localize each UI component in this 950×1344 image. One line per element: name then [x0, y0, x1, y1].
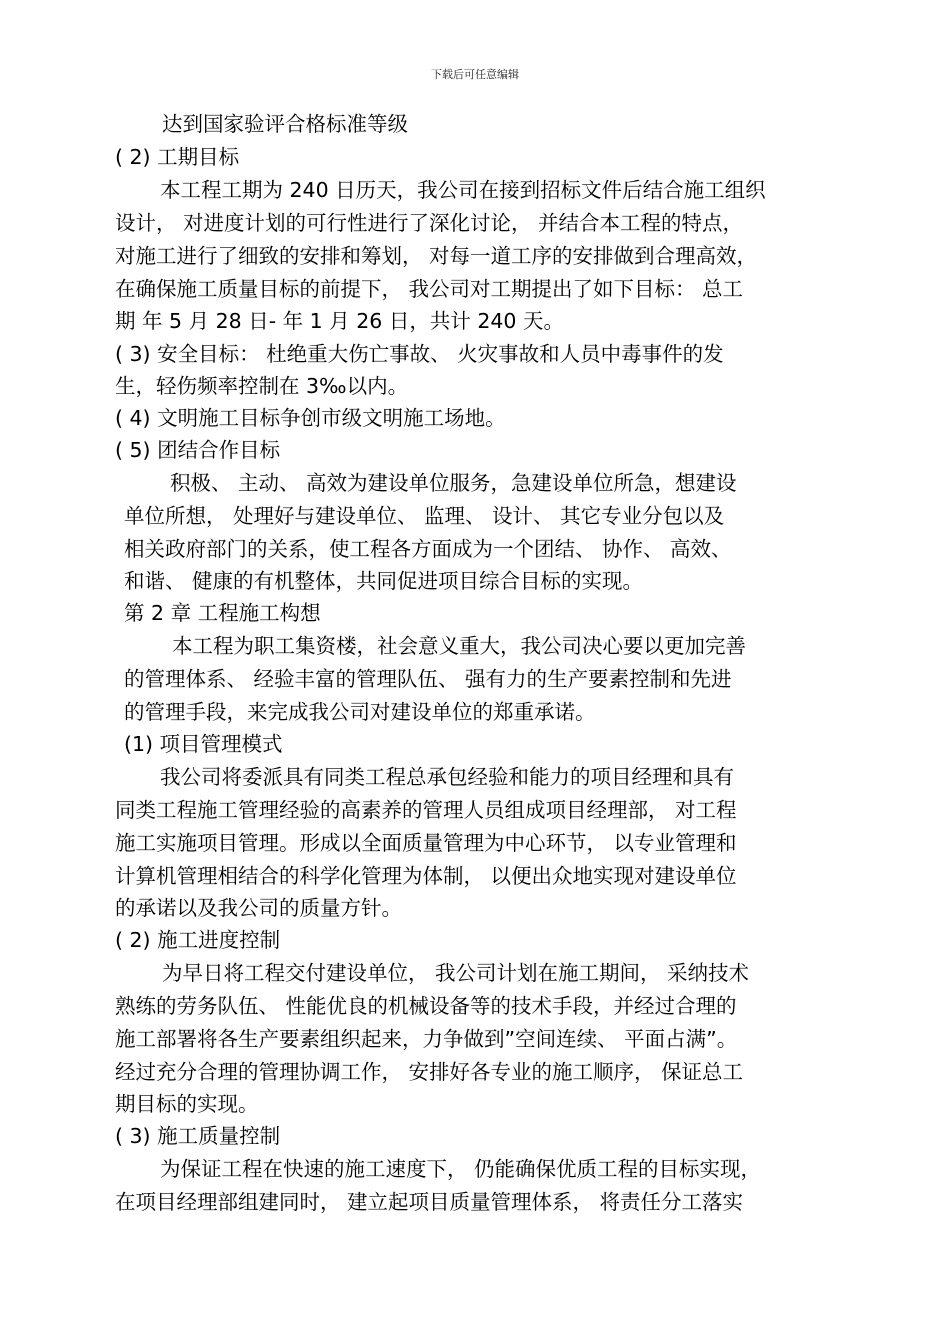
section-heading: ( 3) 施工质量控制: [115, 1124, 281, 1148]
text-line: 的管理体系、 经验丰富的管理队伍、 强有力的生产要素控制和先进: [124, 667, 732, 691]
section-heading: ( 5) 团结合作目标: [115, 438, 281, 462]
text-line: 熟练的劳务队伍、 性能优良的机械设备等的技术手段，并经过合理的: [115, 994, 737, 1018]
text-line: 设计， 对进度计划的可行性进行了深化讨论， 并结合本工程的特点，: [115, 211, 744, 235]
text-line: 在项目经理部组建同时， 建立起项目质量管理体系， 将责任分工落实: [115, 1190, 744, 1214]
text-line: 经过充分合理的管理协调工作， 安排好各专业的施工顺序， 保证总工: [115, 1060, 744, 1084]
section-heading: ( 2) 工期目标: [115, 145, 240, 169]
text-line: 单位所想， 处理好与建设单位、 监理、 设计、 其它专业分包以及: [124, 504, 725, 528]
text-line: 期 年 5 月 28 日- 年 1 月 26 日，共计 240 天。: [115, 309, 564, 333]
text-line: 的承诺以及我公司的质量方针。: [115, 896, 402, 920]
chapter-heading: 第 2 章 工程施工构想: [124, 601, 321, 625]
text-line: 施工实施项目管理。形成以全面质量管理为中心环节， 以专业管理和: [115, 831, 737, 855]
text-line: 本工程工期为 240 日历天，我公司在接到招标文件后结合施工组织: [160, 178, 766, 202]
text-line: 和谐、 健康的有机整体，共同促进项目综合目标的实现。: [124, 569, 644, 593]
page-header-note: 下载后可任意编辑: [431, 68, 519, 81]
text-line: 计算机管理相结合的科学化管理为体制， 以便出众地实现对建设单位: [115, 864, 737, 888]
text-line: 施工部署将各生产要素组织起来，力争做到”空间连续、 平面占满”。: [115, 1027, 738, 1051]
text-line: 积极、 主动、 高效为建设单位服务，急建设单位所急，想建设: [170, 471, 737, 495]
text-line: 的管理手段，来完成我公司对建设单位的郑重承诺。: [124, 700, 596, 724]
text-line: 为早日将工程交付建设单位， 我公司计划在施工期间， 采纳技术: [162, 961, 750, 985]
text-line: 在确保施工质量目标的前提下， 我公司对工期提出了如下目标： 总工: [115, 277, 744, 301]
text-line: 相关政府部门的关系，使工程各方面成为一个团结、 协作、 高效、: [124, 537, 732, 561]
text-line: 本工程为职工集资楼，社会意义重大，我公司决心要以更加完善: [172, 634, 746, 658]
section-heading: (1) 项目管理模式: [124, 732, 283, 756]
text-line: 我公司将委派具有同类工程总承包经验和能力的项目经理和具有: [160, 765, 734, 789]
section-heading: ( 3) 安全目标： 杜绝重大伤亡事故、 火灾事故和人员中毒事件的发: [115, 342, 724, 366]
text-line: 为保证工程在快速的施工速度下， 仍能确保优质工程的目标实现，: [160, 1157, 762, 1181]
text-line: 生，轻伤频率控制在 3‰以内。: [115, 374, 409, 398]
text-line: 对施工进行了细致的安排和筹划， 对每一道工序的安排做到合理高效，: [115, 244, 758, 268]
text-line: 同类工程施工管理经验的高素养的管理人员组成项目经理部， 对工程: [115, 798, 737, 822]
text-line: 达到国家验评合格标准等级: [162, 112, 408, 136]
text-line: 期目标的实现。: [115, 1092, 259, 1116]
section-heading: ( 4) 文明施工目标争创市级文明施工场地。: [115, 406, 506, 430]
section-heading: ( 2) 施工进度控制: [115, 928, 281, 952]
